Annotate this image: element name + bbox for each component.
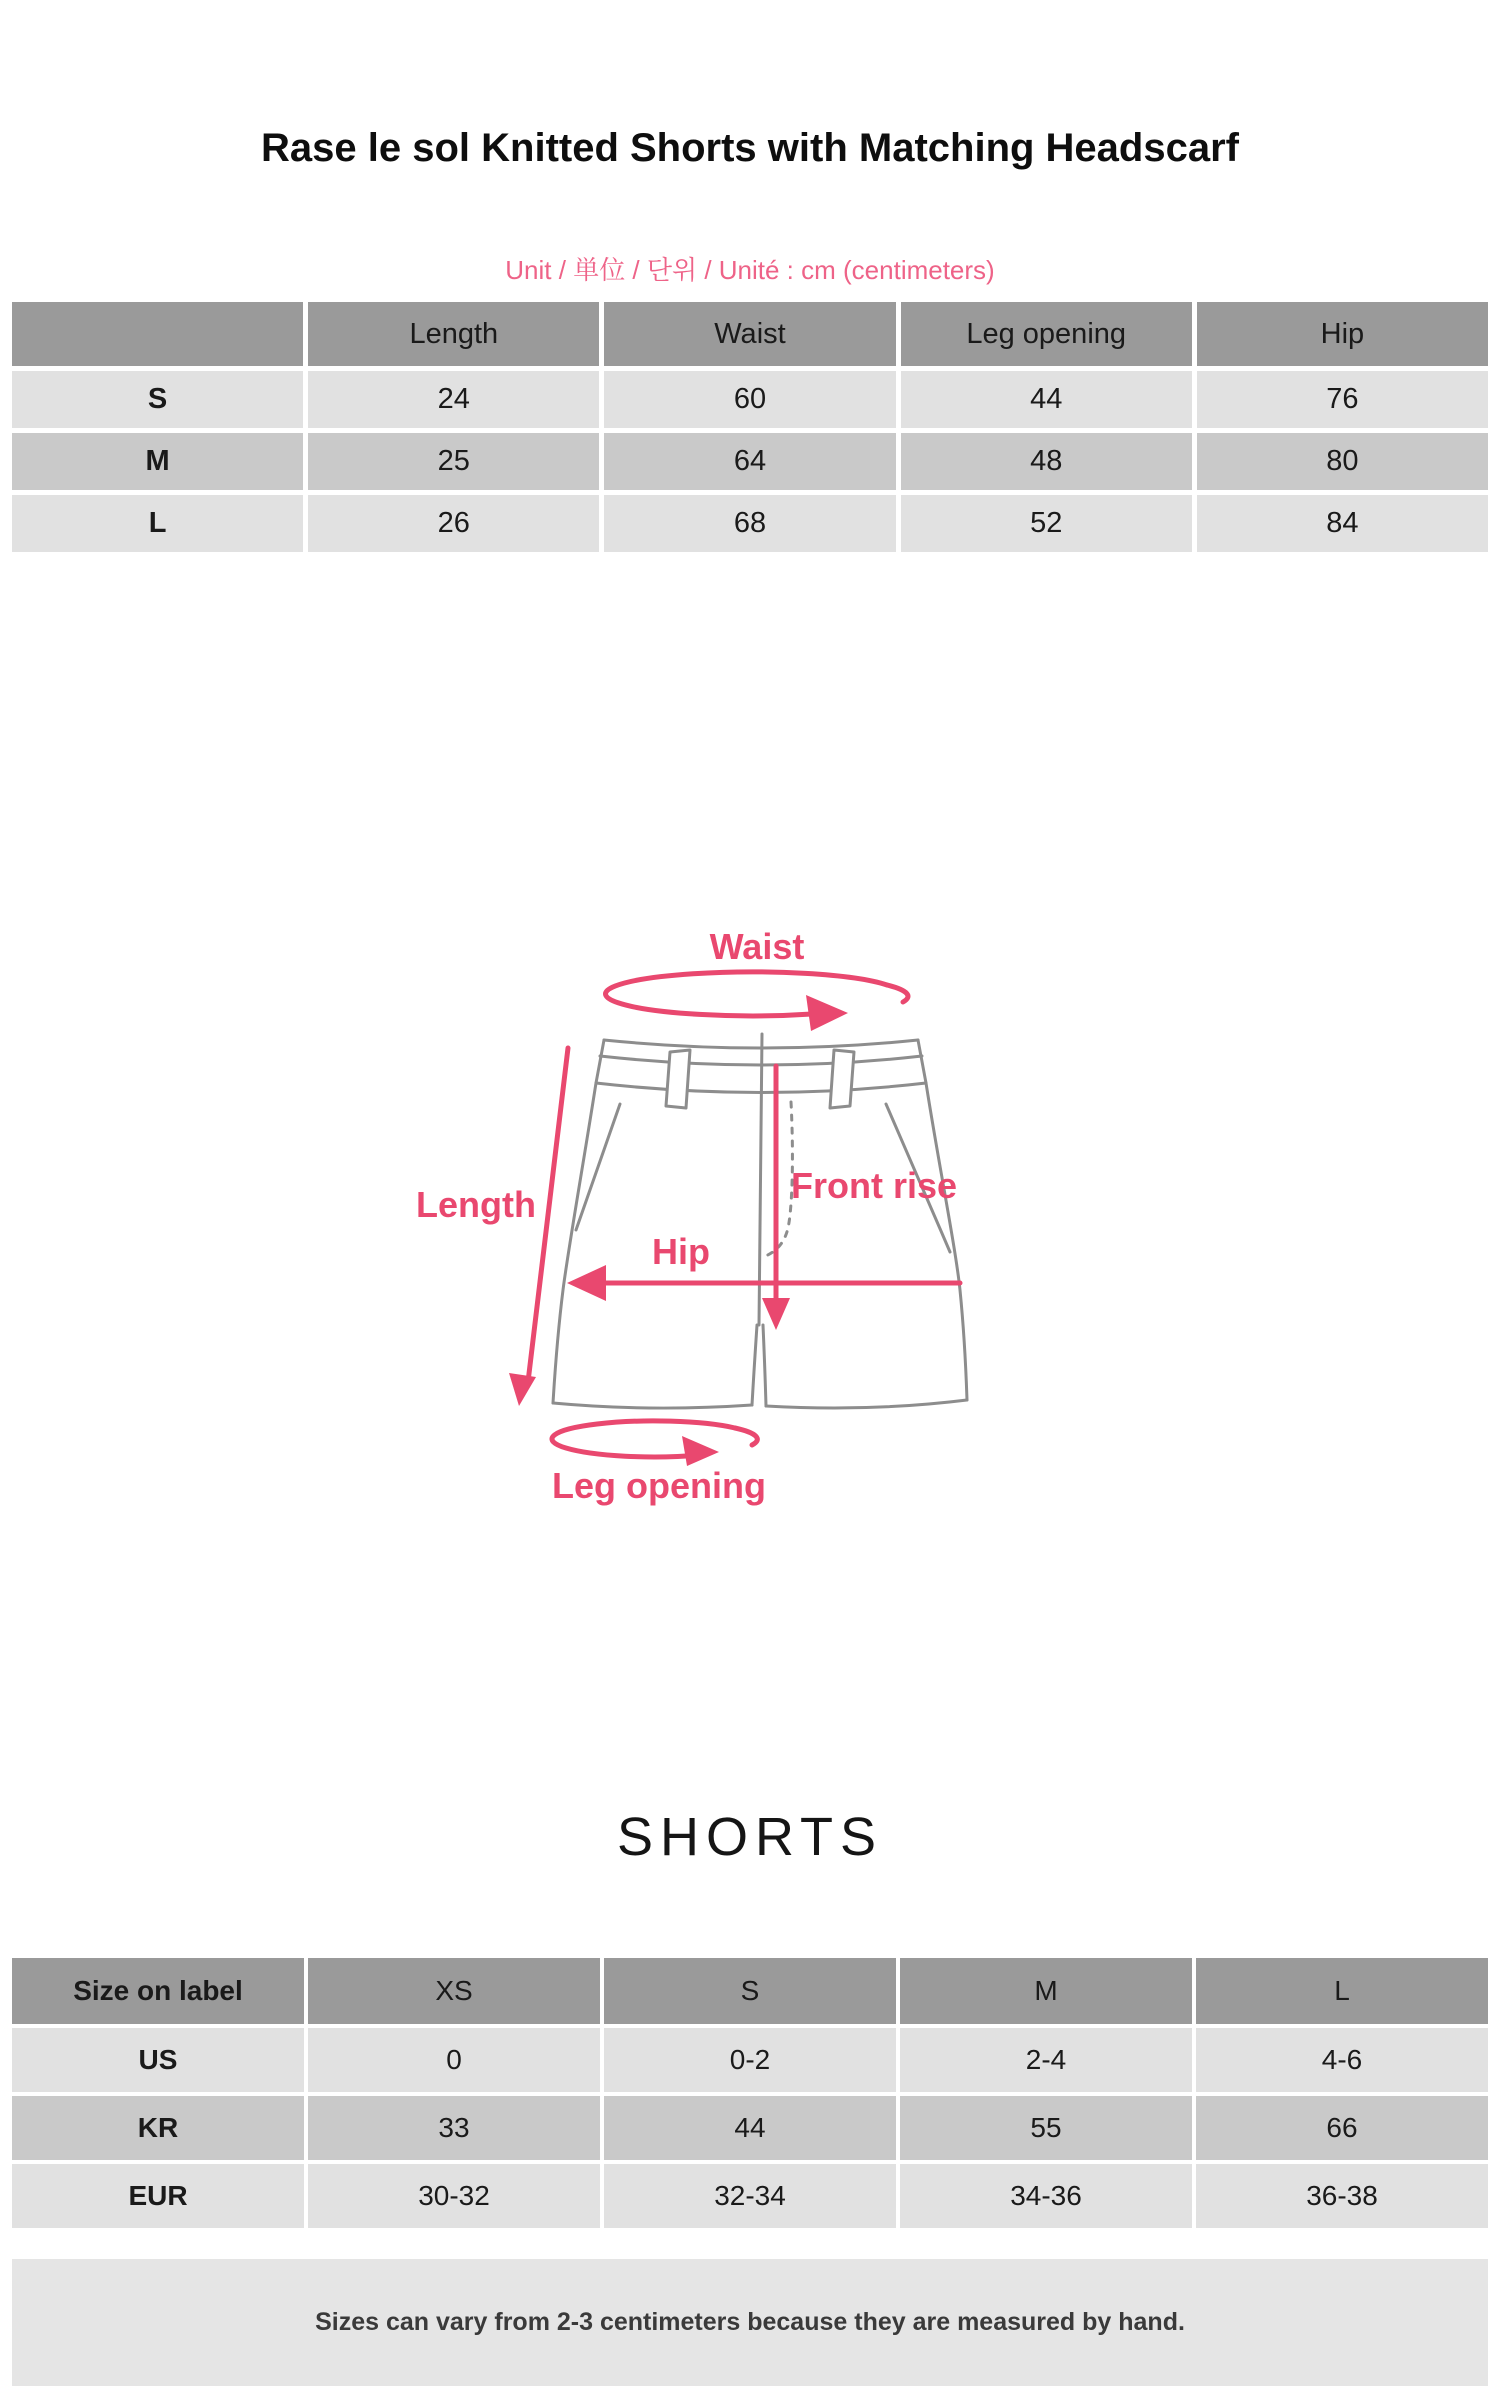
header-cell-size-on-label: Size on label (12, 1958, 304, 2024)
value-cell: 44 (901, 371, 1192, 428)
left-leg-hem (553, 1403, 752, 1408)
waist-label: Waist (709, 926, 805, 967)
waist-ellipse-arrow (606, 972, 887, 1016)
header-cell-hip: Hip (1197, 302, 1488, 366)
leg-split-left (752, 1325, 757, 1405)
header-cell-xs: XS (308, 1958, 600, 2024)
value-cell: 34-36 (900, 2164, 1192, 2228)
header-cell-m: M (900, 1958, 1192, 2024)
row-label-cell: M (12, 433, 303, 490)
waist-ellipse-tip-curl (887, 985, 908, 1002)
value-cell: 52 (901, 495, 1192, 552)
footer-note-text: Sizes can vary from 2-3 centimeters because they are measured by hand. (315, 2308, 1185, 2336)
value-cell: 66 (1196, 2096, 1488, 2160)
waistband-left-side (596, 1040, 604, 1083)
value-cell: 55 (900, 2096, 1192, 2160)
header-cell-leg-opening: Leg opening (901, 302, 1192, 366)
row-label-cell: S (12, 371, 303, 428)
footer-note-band (12, 2259, 1488, 2386)
leg-split-right (763, 1325, 766, 1406)
value-cell: 30-32 (308, 2164, 600, 2228)
value-cell: 25 (308, 433, 599, 490)
unit-note: Unit / 単位 / 단위 / Unité : cm (centimeters) (505, 255, 995, 285)
front-rise-label: Front rise (790, 1165, 958, 1206)
header-cell-length: Length (308, 302, 599, 366)
header-cell-blank (12, 302, 303, 366)
value-cell: 32-34 (604, 2164, 896, 2228)
right-belt-loop (830, 1050, 854, 1108)
value-cell: 84 (1197, 495, 1488, 552)
right-leg-hem (766, 1400, 967, 1408)
value-cell: 36-38 (1196, 2164, 1488, 2228)
page-title: Rase le sol Knitted Shorts with Matching Headscarf (261, 126, 1239, 170)
length-label: Length (416, 1184, 536, 1225)
leg-opening-tip-curl (735, 1428, 757, 1445)
left-belt-loop (666, 1050, 690, 1108)
value-cell: 2-4 (900, 2028, 1192, 2092)
waistband-right-side (918, 1040, 926, 1083)
header-cell-waist: Waist (604, 302, 895, 366)
value-cell: 80 (1197, 433, 1488, 490)
hip-arrowhead (567, 1265, 606, 1301)
header-cell-l: L (1196, 1958, 1488, 2024)
measurement-annotations (416, 926, 960, 1506)
row-label-cell: US (12, 2028, 304, 2092)
value-cell: 24 (308, 371, 599, 428)
value-cell: 0-2 (604, 2028, 896, 2092)
shorts-sketch (553, 1034, 967, 1408)
value-cell: 76 (1197, 371, 1488, 428)
conversion-table (12, 1958, 1488, 2228)
value-cell: 44 (604, 2096, 896, 2160)
value-cell: 60 (604, 371, 895, 428)
value-cell: 26 (308, 495, 599, 552)
row-label-cell: EUR (12, 2164, 304, 2228)
value-cell: 4-6 (1196, 2028, 1488, 2092)
length-arrowhead (509, 1373, 536, 1406)
header-cell-s: S (604, 1958, 896, 2024)
value-cell: 64 (604, 433, 895, 490)
value-cell: 0 (308, 2028, 600, 2092)
shorts-measurement-diagram (400, 920, 1060, 1580)
waist-arrowhead (806, 995, 848, 1031)
measurement-table (12, 302, 1488, 552)
value-cell: 33 (308, 2096, 600, 2160)
hip-label: Hip (652, 1231, 710, 1272)
value-cell: 48 (901, 433, 1192, 490)
row-label-cell: L (12, 495, 303, 552)
leg-opening-label: Leg opening (552, 1465, 766, 1506)
section-heading: SHORTS (616, 1807, 884, 1867)
value-cell: 68 (604, 495, 895, 552)
leg-opening-arrowhead (682, 1436, 719, 1466)
row-label-cell: KR (12, 2096, 304, 2160)
front-rise-arrowhead (762, 1298, 790, 1330)
